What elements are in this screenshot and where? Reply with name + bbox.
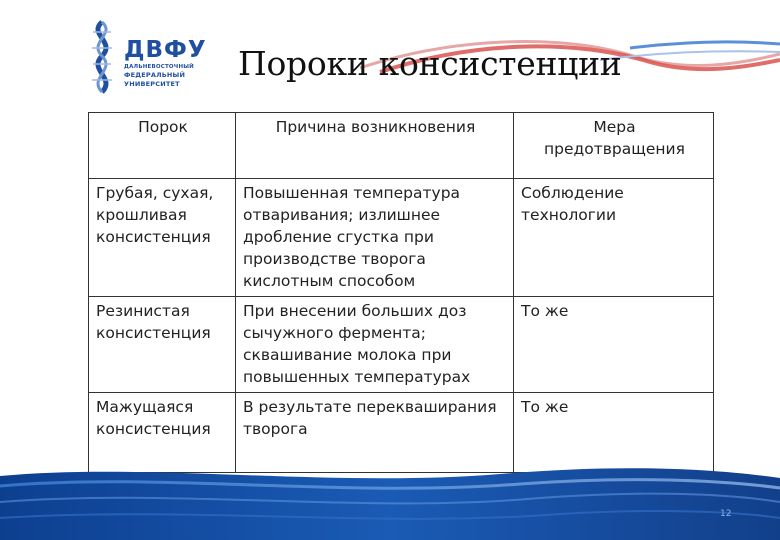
logo-line-2: ФЕДЕРАЛЬНЫЙ — [124, 71, 186, 79]
footer-wave — [0, 462, 780, 540]
table-row — [89, 393, 714, 473]
logo-line-3: УНИВЕРСИТЕТ — [124, 80, 180, 88]
table-header-row — [89, 113, 714, 179]
dna-helix-icon — [82, 20, 122, 95]
cell-cause: При внесении больших доз сычужного фермента; сквашивание молока при повышенных температурах — [236, 297, 514, 393]
table-row — [89, 179, 714, 297]
university-logo — [82, 20, 212, 95]
cell-measure: То же — [514, 393, 714, 473]
logo-subtitle — [124, 64, 194, 89]
cell-measure: То же — [514, 297, 714, 393]
cell-cause: Повышенная температура отваривания; излишнее дробление сгустка при производстве творога кислотным способом — [236, 179, 514, 297]
cell-defect: Мажущаяся консистенция — [89, 393, 236, 473]
header-cause: Причина возникновения — [236, 113, 514, 179]
cell-cause: В результате перекваширания творога — [236, 393, 514, 473]
defects-table — [88, 112, 714, 473]
cell-defect: Грубая, сухая, крошливая консистенция — [89, 179, 236, 297]
cell-defect: Резинистая консистенция — [89, 297, 236, 393]
logo-name: ДВФУ — [124, 37, 207, 63]
cell-measure: Соблюдение технологии — [514, 179, 714, 297]
table-row — [89, 297, 714, 393]
page-number: 12 — [720, 509, 732, 519]
header-measure: Мера предотвращения — [514, 113, 714, 179]
page-title: Пороки консистенции — [238, 44, 622, 83]
header-defect: Порок — [89, 113, 236, 179]
logo-line-1: ДАЛЬНЕВОСТОЧНЫЙ — [124, 64, 194, 70]
